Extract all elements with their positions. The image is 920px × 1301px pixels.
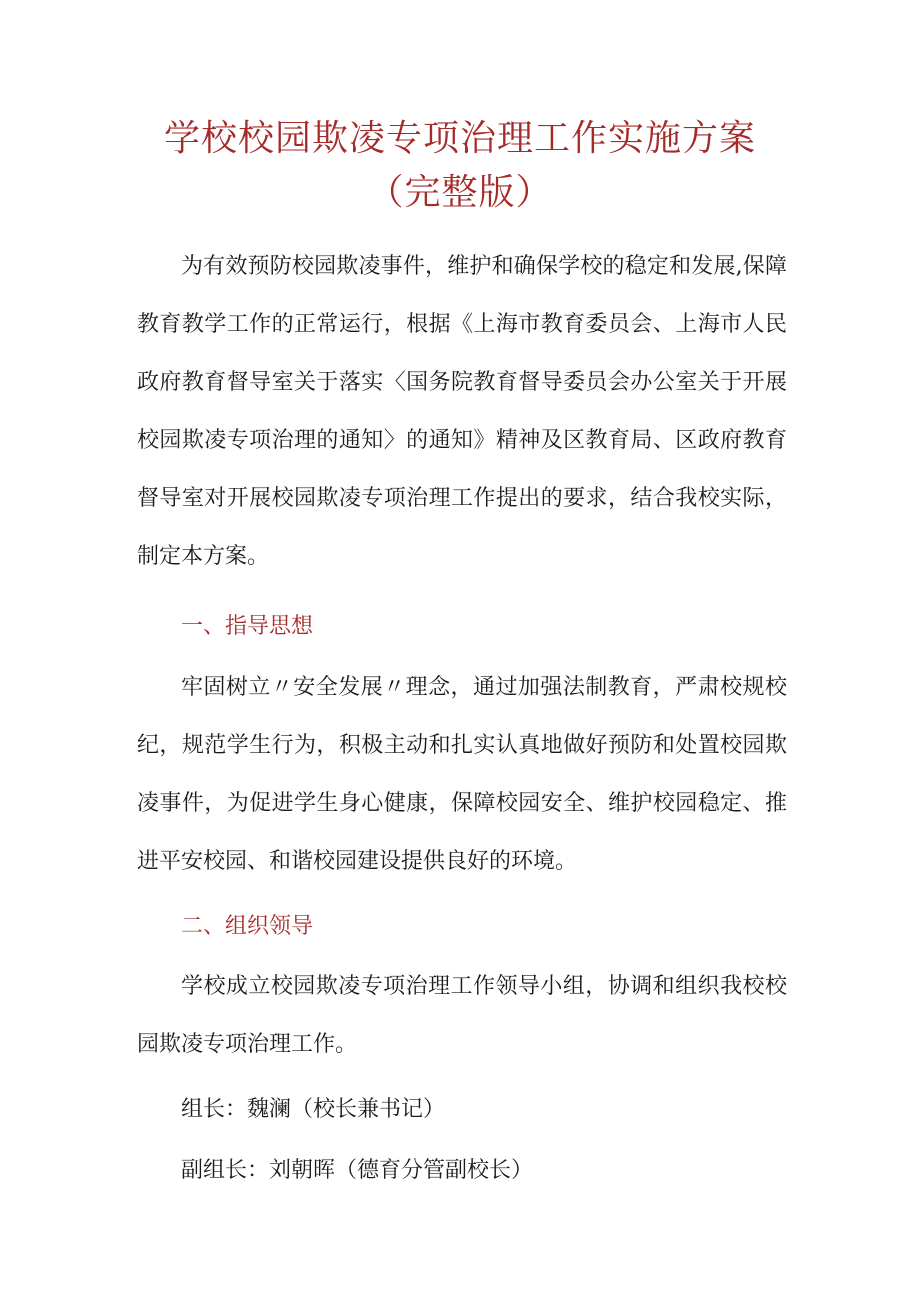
section-body-organization: 学校成立校园欺凌专项治理工作领导小组，协调和组织我校校园欺凌专项治理工作。 [137,974,787,1057]
intro-paragraph: 为有效预防校园欺凌事件，维护和确保学校的稳定和发展,保障教育教学工作的正常运行，根据《上海市教育委员会、上海市人民政府教育督导室关于落实〈国务院教育督导委员会办公室关于开展校园欺凌专项治理的通知〉的通知》精神及区教育局、区政府教育督导室对开展校园欺凌专项治理工作提出的要求，结合我校实际，制定本方案。 [137,254,787,569]
document-subtitle: （完整版） [367,172,553,213]
section-heading-organization: 二、组织领导 [181,914,314,939]
team-leader-line: 组长：魏澜（校长兼书记） [181,1097,446,1122]
document-title: 学校校园欺凌专项治理工作实施方案 [163,118,756,159]
deputy-leader-line: 副组长：刘朝晖（德育分管副校长） [181,1158,534,1183]
section-body-guiding-ideology: 牢固树立〃安全发展〃理念，通过加强法制教育，严肃校规校纪，规范学生行为，积极主动和扎实认真地做好预防和处置校园欺凌事件，为促进学生身心健康，保障校园安全、维护校园稳定、推进平安校园、和谐校园建设提供良好的环境。 [137,675,787,874]
section-heading-guiding-ideology: 一、指导思想 [181,614,314,639]
